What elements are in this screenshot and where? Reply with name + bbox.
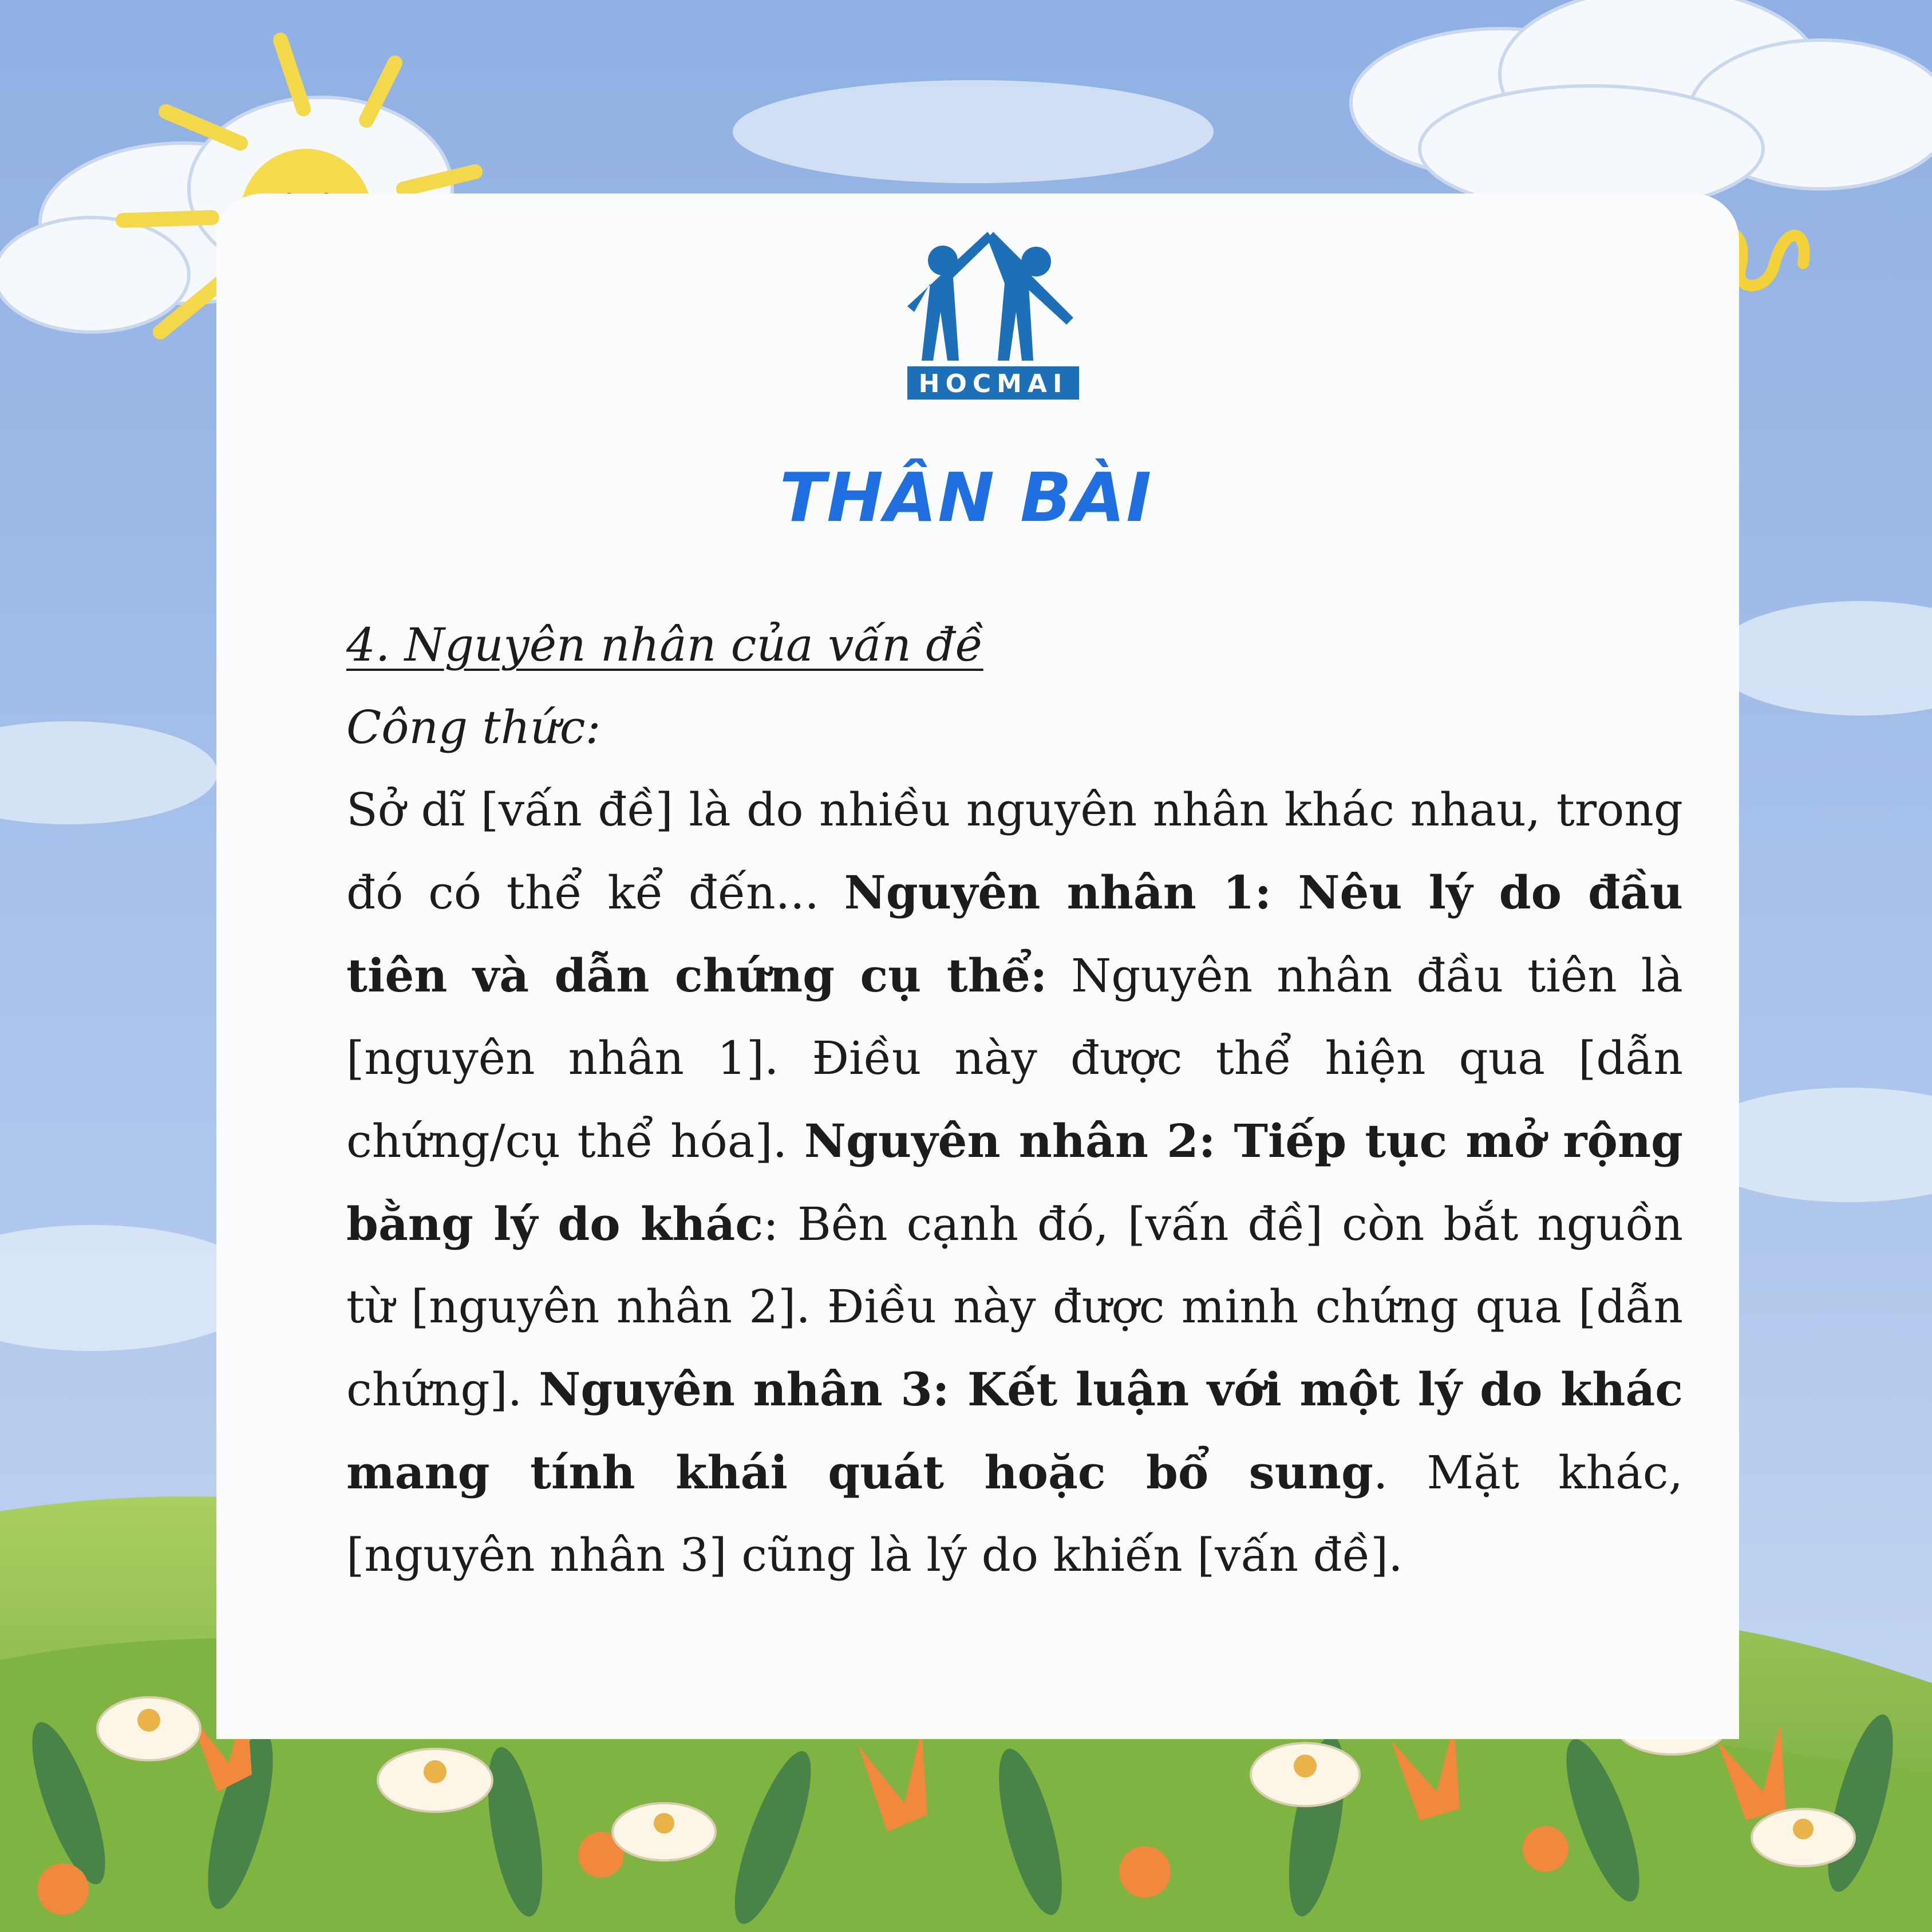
content-body: [346, 604, 1683, 1597]
paragraph-segment-bold: Nguyên nhân 1: Nêu lý do đầu tiên và dẫn chứng cụ thể:: [346, 866, 1683, 1002]
paragraph-segment: . Mặt khác, [nguyên nhân 3] cũng là lý do khiến [vấn đề].: [346, 1446, 1683, 1582]
logo-text: HOCMAI: [918, 369, 1068, 398]
formula-label: Công thức:: [346, 701, 601, 754]
paragraph-segment: Nguyên nhân đầu tiên là [nguyên nhân 1]. Điều này được thể hiện qua [dẫn chứng/cụ thể hóa].: [346, 949, 1683, 1168]
page-title: THÂN BÀI: [779, 458, 1153, 537]
hocmai-logo: [902, 226, 1085, 404]
section-heading: 4. Nguyên nhân của vấn đề: [346, 618, 983, 671]
paragraph-segment: : Bên cạnh đó, [vấn đề] còn bắt nguồn từ [nguyên nhân 2]. Điều này được minh chứng qua [dẫn chứng].: [346, 1198, 1683, 1416]
paragraph-segment: Sở dĩ [vấn đề] là do nhiều nguyên nhân khác nhau, trong đó có thể kể đến...: [346, 783, 1683, 919]
formula-paragraph: [346, 769, 1683, 1597]
paragraph-segment-bold: Nguyên nhân 3: Kết luận với một lý do khác mang tính khái quát hoặc bổ sung: [346, 1362, 1683, 1499]
paragraph-segment-bold: Nguyên nhân 2: Tiếp tục mở rộng bằng lý do khác: [346, 1114, 1683, 1251]
